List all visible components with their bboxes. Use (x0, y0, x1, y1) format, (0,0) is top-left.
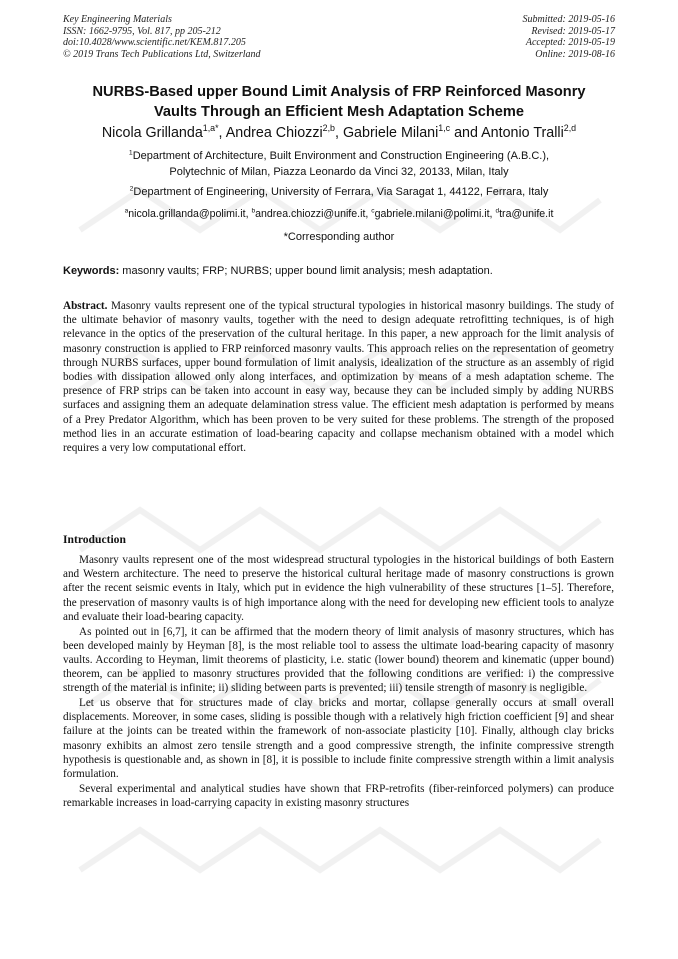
keywords-text: masonry vaults; FRP; NURBS; upper bound limit analysis; mesh adaptation. (119, 265, 493, 277)
paper-title (30, 82, 648, 122)
author-affiliation-mark: 2,d (563, 123, 577, 134)
author-separator: , (334, 125, 343, 141)
journal-name: Key Engineering Materials (63, 14, 172, 25)
affiliation-line: Polytechnic of Milan, Piazza Leonardo da Vinci 32, 20133, Milan, Italy (169, 165, 509, 178)
journal-copyright: © 2019 Trans Tech Publications Ltd, Switzerland (63, 48, 261, 60)
author-affiliation-mark: 1,a* (202, 123, 219, 134)
affiliation-text: Department of Engineering, University of Ferrara, Via Saragat 1, 44122, Ferrara, Italy (133, 186, 549, 198)
affiliation-1 (40, 149, 638, 180)
keywords (63, 264, 493, 278)
affiliation-line (40, 149, 638, 165)
author-affiliation-mark: 1,c (438, 123, 451, 134)
email-link[interactable]: tra@unife.it (499, 208, 554, 220)
affiliation-2 (40, 185, 638, 201)
introduction-body (63, 553, 614, 811)
date-submitted: Submitted: 2019-05-16 (522, 14, 615, 25)
date-accepted: Accepted: 2019-05-19 (525, 37, 615, 49)
email-mark: b (251, 207, 256, 215)
abstract-label: Abstract. (63, 300, 108, 312)
abstract (63, 299, 614, 455)
author-affiliation-mark: 2,b (322, 123, 335, 134)
abstract-text: Masonry vaults represent one of the typical structural typologies in historical masonry buildings. The study of the ultimate behavior of masonry vaults, together with the need to design adequate retrofitting techniques, is of high relevance in the optics of the preservation of the cultural heritage. In this paper, a new approach for the limit analysis of masonry construction is applied to FRP reinforced masonry vaults. This approach relies on the representation of geometry through NURBS surfaces, upper bound formulation of limit analysis, idealization of the structure as an assembly of rigid bodies with dissipation allowed only along interfaces, and optimization by means of a mesh adaptation scheme. The presence of FRP strips can be taken into account in easy way, because they can be included simply by adding NURBS surfaces and assigning them an adequate delamination stress value. The efficient mesh adaptation is performed by means of a Prey Predator Algorithm, which has been proven to be very suited for these problems. The strength of the proposed method lies in an accurate estimation of load-bearing capacity and collapse mechanism obtained with a model which requires a very low computational effort. (63, 300, 614, 455)
email-mark: a (124, 207, 129, 215)
affiliation-text: Department of Architecture, Built Environment and Construction Engineering (A.B.C.), (132, 150, 550, 162)
paragraph: Masonry vaults represent one of the most widespread structural typologies in the historical buildings of both Eastern and Western architecture. The need to preserve the historical cultural heritage made of masonry constructions is grown after the recent seismic events in Italy, which put in evidence the high vulnerability of these structures [1–5]. Therefore, the preservation of masonry vaults is of high importance along with the need for developing new efficient tools to analyze and evaluate their load-bearing capacity. (63, 554, 614, 623)
email-separator: , (489, 208, 496, 220)
journal-doi: doi:10.4028/www.scientific.net/KEM.817.205 (63, 37, 246, 49)
paragraph: As pointed out in [6,7], it can be affirmed that the modern theory of limit analysis of masonry structures, which has been developed mainly by Heyman [8], is the most reliable tool to assess the ultimate load-bearing capacity of masonry vaults. According to Heyman, limit theorems of plasticity, i.e. static (lower bound) theorem and kinematic (upper bound) theorem, can be applied to masonry structures provided that the following conditions are verified: i) the compressive strength of the material is infinite; ii) sliding between parts is prevented; iii) tensile strength of masonry is negligible. (63, 625, 614, 695)
submission-dates (523, 14, 616, 60)
email-mark: d (495, 207, 500, 215)
email-link[interactable]: nicola.grillanda@polimi.it (128, 208, 246, 220)
author-name: Antonio Tralli (481, 125, 564, 141)
paragraph: Let us observe that for structures made of clay bricks and mortar, collapse generally occurs at small overall displacements. Moreover, in some cases, sliding is possible though with a relatively high friction coefficient [9] and shear failure at the joints can be treated within the framework of non-associate plasticity [10]. Finally, although clay bricks masonry exhibits an almost zero tensile strength and a good compressive strength, the infinite compressive strength hypothesis is questionable and, as shown in [8], it is possible to include finite compressive strength within a limit analysis formulation. (63, 697, 614, 781)
journal-issn: ISSN: 1662-9795, Vol. 817, pp 205-212 (63, 25, 221, 37)
email-link[interactable]: andrea.chiozzi@unife.it (255, 208, 366, 220)
section-heading-introduction: Introduction (63, 533, 126, 546)
keywords-label: Keywords: (63, 265, 120, 277)
journal-info (63, 14, 261, 60)
author-separator: and (450, 125, 482, 141)
author-emails (30, 207, 648, 221)
corresponding-author-note: *Corresponding author (283, 231, 395, 243)
title-line: Vaults Through an Efficient Mesh Adaptation Scheme (153, 104, 525, 120)
affiliation-mark: 2 (129, 185, 134, 193)
date-online: Online: 2019-08-16 (535, 48, 615, 60)
author-name: Nicola Grillanda (101, 125, 203, 141)
title-line: NURBS-Based upper Bound Limit Analysis of FRP Reinforced Masonry (92, 84, 586, 100)
watermark-pattern (60, 170, 620, 930)
affiliation-line (40, 185, 638, 201)
email-separator: , (365, 208, 372, 220)
paragraph: Several experimental and analytical studies have shown that FRP-retrofits (fiber-reinforced polymers) can produce remarkable increases in load-carrying capacity in existing masonry structures (63, 782, 614, 809)
email-separator: , (245, 208, 252, 220)
author-separator: , (218, 125, 226, 141)
author-name: Gabriele Milani (342, 125, 439, 141)
affiliation-mark: 1 (128, 149, 133, 157)
email-link[interactable]: gabriele.milani@polimi.it (374, 208, 490, 220)
author-list (20, 123, 658, 143)
email-mark: c (371, 207, 375, 215)
date-revised: Revised: 2019-05-17 (531, 25, 615, 37)
author-name: Andrea Chiozzi (225, 125, 323, 141)
